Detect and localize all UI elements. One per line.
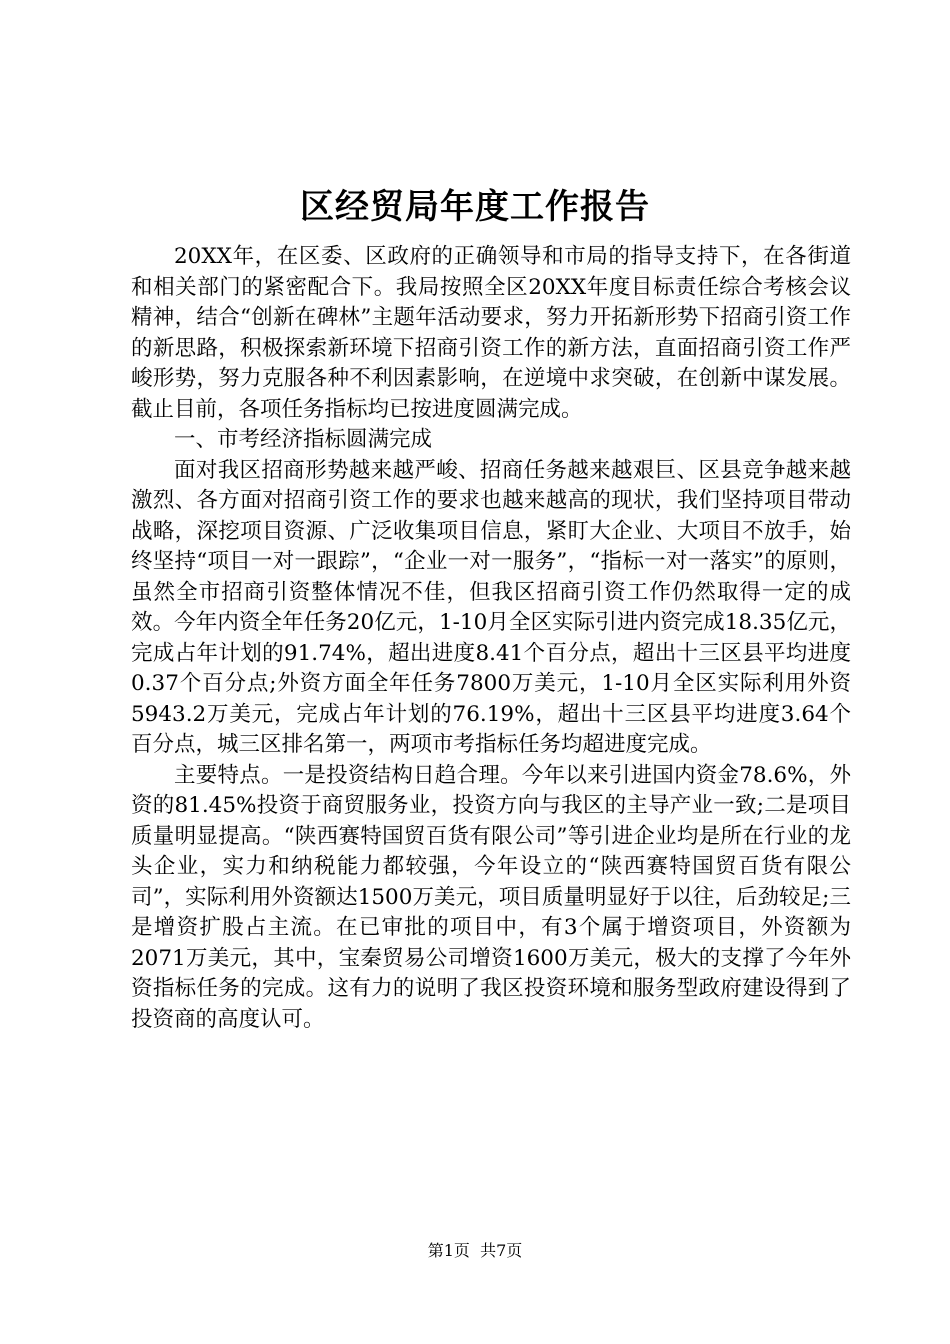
page-footer bbox=[0, 1240, 950, 1262]
intro-paragraph: 20XX年，在区委、区政府的正确领导和市局的指导支持下，在各街道和相关部门的紧密配合下。我局按照全区20XX年度目标责任综合考核会议精神，结合“创新在碑林”主题年活动要求，努力开拓新形势下招商引资工作的新思路，积极探索新环境下招商引资工作的新方法，直面招商引资工作严峻形势，努力克服各种不利因素影响，在逆境中求突破，在创新中谋发展。截止目前，各项任务指标均已按进度圆满完成。 bbox=[131, 244, 851, 422]
section-heading: 一、市考经济指标圆满完成 bbox=[174, 427, 433, 452]
document-title: 区经贸局年度工作报告 bbox=[300, 187, 650, 227]
body-paragraph: 主要特点。一是投资结构日趋合理。今年以来引进国内资金78.6%，外资的81.45%投资于商贸服务业，投资方向与我区的主导产业一致;二是项目质量明显提高。“陕西赛特国贸百货有限公司”等引进企业均是所在行业的龙头企业，实力和纳税能力都较强，今年设立的“陕西赛特国贸百货有限公司”，实际利用外资额达1500万美元，项目质量明显好于以往，后劲较足;三是增资扩股占主流。在已审批的项目中，有3个属于增资项目，外资额为2071万美元，其中，宝秦贸易公司增资1600万美元，极大的支撑了今年外资指标任务的完成。这有力的说明了我区投资环境和服务型政府建设得到了投资商的高度认可。 bbox=[131, 762, 851, 1032]
page-number: 第1页 共7页 bbox=[427, 1241, 523, 1260]
body-paragraph: 面对我区招商形势越来越严峻、招商任务越来越艰巨、区县竞争越来越激烈、各方面对招商引资工作的要求也越来越高的现状，我们坚持项目带动战略，深挖项目资源、广泛收集项目信息，紧盯大企业、大项目不放手，始终坚持“项目一对一跟踪”，“企业一对一服务”，“指标一对一落实”的原则，虽然全市招商引资整体情况不佳，但我区招商引资工作仍然取得一定的成效。今年内资全年任务20亿元，1-10月全区实际引进内资完成18.35亿元，完成占年计划的91.74%，超出进度8.41个百分点，超出十三区县平均进度0.37个百分点;外资方面全年任务7800万美元，1-10月全区实际利用外资5943.2万美元，完成占年计划的76.19%，超出十三区县平均进度3.64个百分点，城三区排名第一，两项市考指标任务均超进度完成。 bbox=[131, 457, 851, 757]
document-body bbox=[131, 242, 851, 1035]
